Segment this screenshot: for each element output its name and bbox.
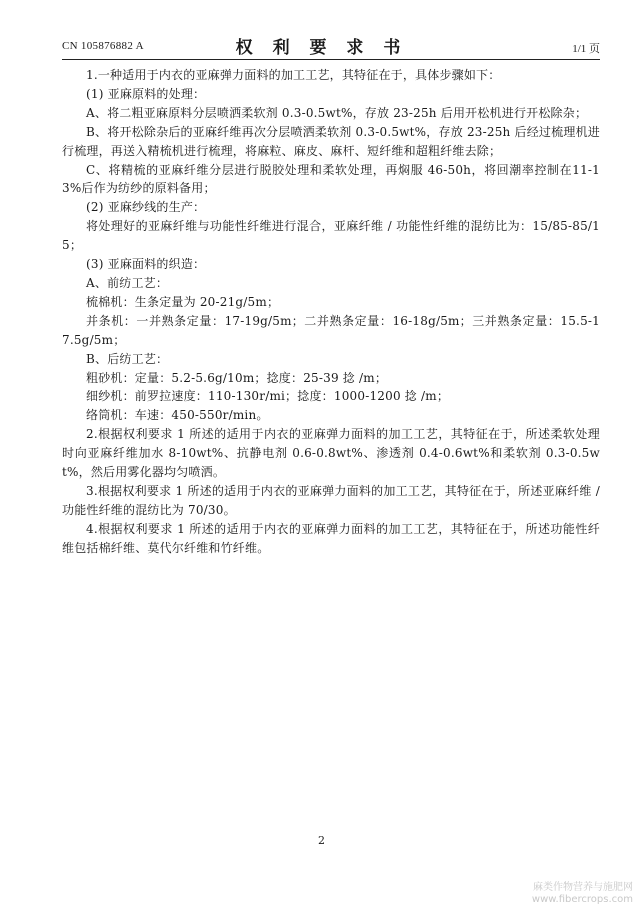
step-3a-heading: A、前纺工艺： [86,275,169,290]
step-3b-heading: B、后纺工艺： [86,351,169,366]
page-title: 权 利 要 求 书 [235,38,408,58]
step-1b: B、将开松除杂后的亚麻纤维再次分层喷洒柔软剂 0.3-0.5wt%，存放 23-25h 后经过梳理机进行梳理，再送入精梳机进行梳理，将麻粒、麻皮、麻杆、短纤维和超粗纤维去除； [62,124,600,158]
step-1c: C、将精梳的亚麻纤维分层进行脱胶处理和柔软处理，再焖服 46-50h，将回潮率控制在11-13%后作为纺纱的原料备用； [62,162,600,196]
claim-1-intro: 1.一种适用于内衣的亚麻弹力面料的加工工艺，其特征在于，具体步骤如下： [86,68,501,82]
claims-body [62,66,600,558]
roving-frame: 粗砂机：定量：5.2-5.6g/10m；捻度：25-39 捻 /m； [86,370,388,385]
step-1a: A、将二粗亚麻原料分层喷洒柔软剂 0.3-0.5wt%，存放 23-25h 后用开松机进行开松除杂； [86,105,588,120]
document-number: CN 105876882 A [62,40,144,52]
claim-2: 2.根据权利要求 1 所述的适用于内衣的亚麻弹力面料的加工工艺，其特征在于，所述柔软处理时向亚麻纤维加水 8-10wt%、抗静电剂 0.6-0.8wt%、渗透剂 0.4-0.6wt%和柔软剂 0.3-0.5wt%，然后用雾化器均匀喷洒。 [62,427,600,480]
winding-machine: 络筒机：车速：450-550r/min。 [86,408,269,423]
watermark-line-2: www.fibercrops.com [531,894,633,905]
claim-3: 3.根据权利要求 1 所述的适用于内衣的亚麻弹力面料的加工工艺，其特征在于，所述亚麻纤维 / 功能性纤维的混纺比为 70/30。 [62,483,600,517]
page-indicator: 1/1 页 [572,43,600,55]
page-header [0,0,643,62]
spinning-frame: 细纱机：前罗拉速度：110-130r/mi；捻度：1000-1200 捻 /m； [86,389,450,404]
header-divider [62,59,600,60]
section-2-heading: (2) 亚麻纱线的生产： [86,200,206,215]
section-3-heading: (3) 亚麻面料的织造： [86,257,206,272]
watermark [532,882,633,906]
page-number: 2 [318,834,325,847]
drawing-frame: 并条机：一并熟条定量：17-19g/5m；二并熟条定量：16-18g/5m；三并熟条定量：15.5-17.5g/5m； [62,313,600,347]
section-2-text: 将处理好的亚麻纤维与功能性纤维进行混合，亚麻纤维 / 功能性纤维的混纺比为：15/85-85/15； [62,219,600,253]
watermark-line-1: 麻类作物营养与施肥网 [533,882,633,893]
claim-4: 4.根据权利要求 1 所述的适用于内衣的亚麻弹力面料的加工工艺，其特征在于，所述功能性纤维包括棉纤维、莫代尔纤维和竹纤维。 [62,521,600,555]
carding-machine: 梳棉机：生条定量为 20-21g/5m； [86,294,280,309]
section-1-heading: (1) 亚麻原料的处理： [86,86,206,101]
